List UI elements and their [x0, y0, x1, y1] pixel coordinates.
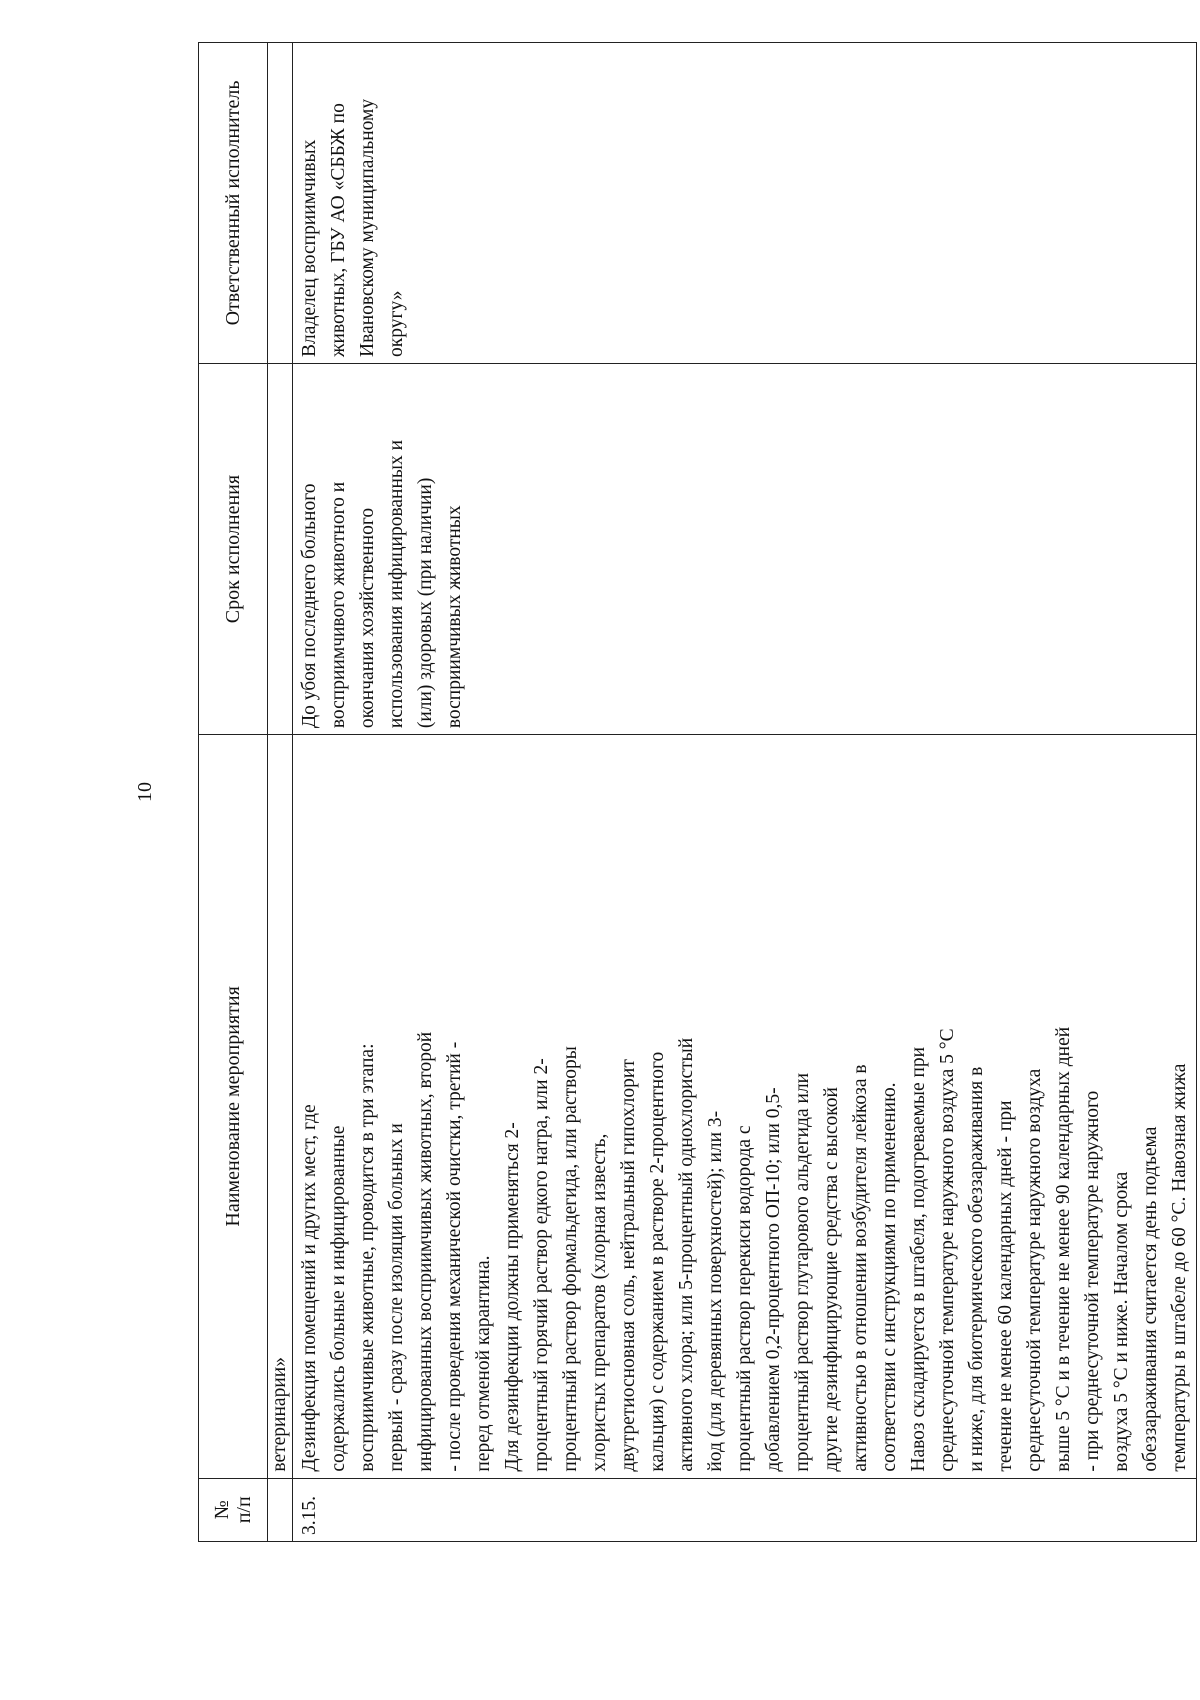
row-responsible: Владелец восприимчивых животных, ГБУ АО «СББЖ по Ивановскому муниципальному округу»	[293, 43, 1197, 364]
header-responsible: Ответственный исполнитель	[199, 43, 268, 364]
continuation-text: ветеринарии»	[268, 735, 293, 1478]
row-term: До убоя последнего больного восприимчивого животного и окончания хозяйственного использования инфицированных и (или) здоровых (при наличии) восприимчивых животных	[293, 363, 1197, 734]
measures-table	[198, 42, 1197, 1542]
header-number-line1: №	[211, 1500, 233, 1520]
table-header-row	[199, 43, 268, 1542]
continuation-number-cell	[268, 1478, 293, 1541]
row-name: Дезинфекция помещений и других мест, где содержались больные и инфицированные восприимчивые животные, проводится в три этапа: первый - сразу после изоляции больных и инфицированных восприимчивых животных, второй - после проведения механической очистки, третий - перед отменой карантина. Для дезинфекции должны применяться 2- процентный горячий раствор едкого натра, или 2- процентный раствор формальдегида, или растворы хлористых препаратов (хлорная известь, двутретиосновная соль, нейтральный гипохлорит кальция) с содержанием в растворе 2-процентного активного хлора; или 5-процентный однохлористый йод (для деревянных поверхностей); или 3- процентный раствор перекиси водорода с добавлением 0,2-процентного ОП-10; или 0,5- процентный раствор глутарового альдегида или другие дезинфицирующие средства с высокой активностью в отношении возбудителя лейкоза в соответствии с инструкциями по применению. Навоз складируется в штабеля, подогреваемые при среднесуточной температуре наружного воздуха 5 °С и ниже, для биотермического обеззараживания в течение не менее 60 календарных дней - при среднесуточной температуре наружного воздуха выше 5 °С и в течение не менее 90 календарных дней - при среднесуточной температуре наружного воздуха 5 °С и ниже. Началом срока обеззараживания считается день подъема температуры в штабеле до 60 °С. Навозная жижа	[293, 735, 1197, 1478]
row-number: 3.15.	[293, 1478, 1197, 1541]
continuation-term-cell	[268, 363, 293, 734]
header-term: Срок исполнения	[199, 363, 268, 734]
table-row	[293, 43, 1197, 1542]
continuation-responsible-cell	[268, 43, 293, 364]
header-name: Наименование мероприятия	[199, 735, 268, 1478]
header-number	[199, 1478, 268, 1541]
header-number-line2: п/п	[233, 1496, 255, 1524]
rotated-page	[126, 42, 1190, 1542]
page-number: 10	[134, 782, 156, 802]
continuation-row	[268, 43, 293, 1542]
